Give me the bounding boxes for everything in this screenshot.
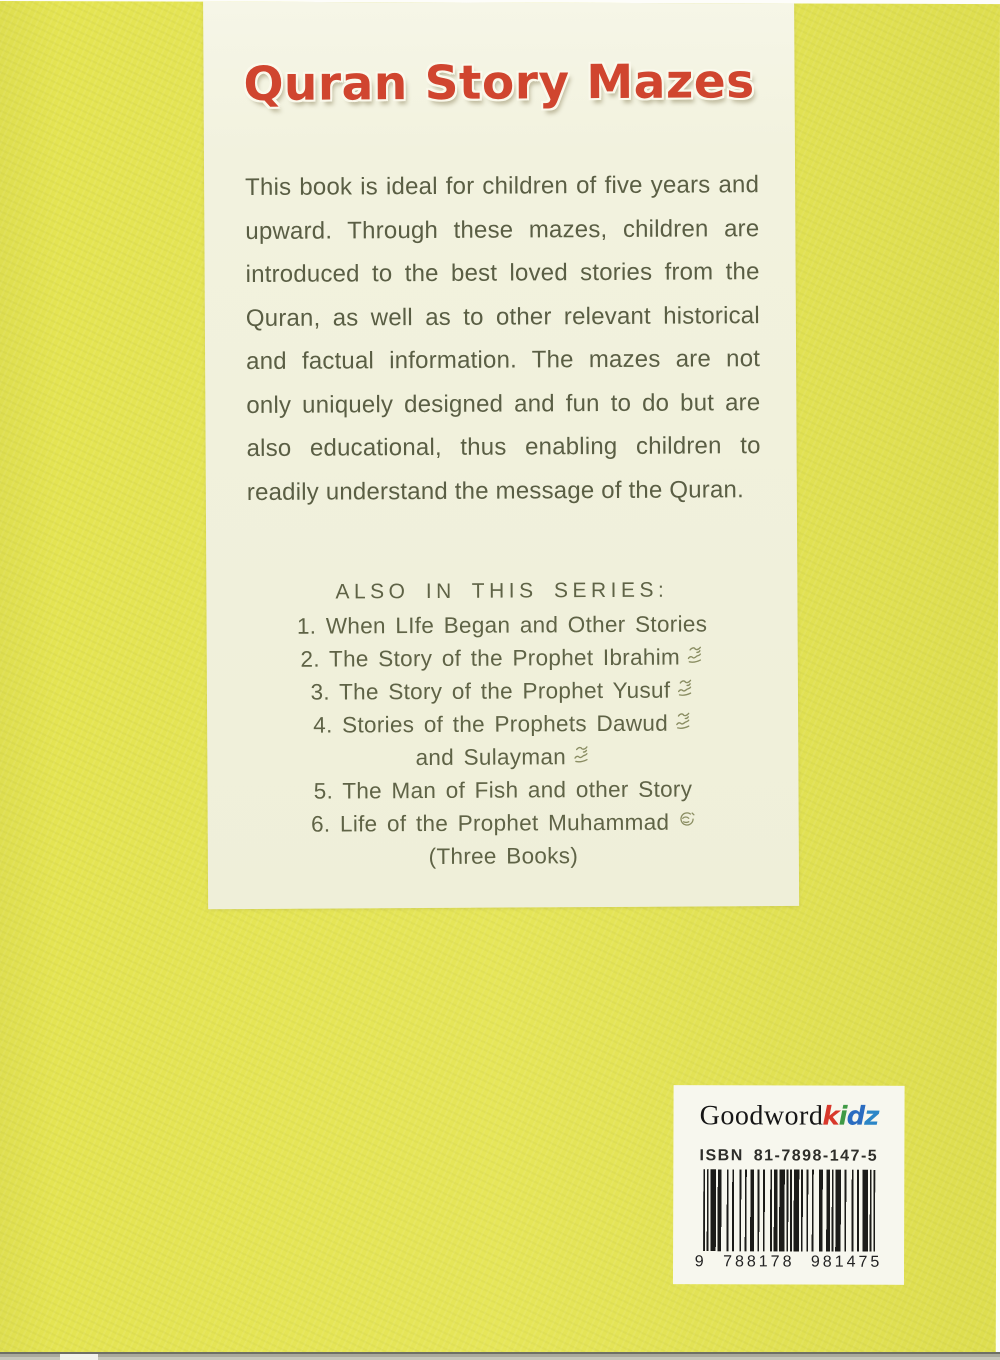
alayhis-salam-icon — [677, 679, 694, 698]
sallallahu-alayhi-wa-sallam-icon — [676, 810, 695, 829]
ean-digits: 9 788178 981475 — [694, 1253, 883, 1271]
alayhis-salam-icon — [687, 645, 704, 664]
description-line: also educational, thus enabling children to — [246, 432, 761, 462]
series-item-text: 5. The Man of Fish and other Story — [313, 776, 693, 804]
goodword-wordmark: Goodword — [699, 1100, 824, 1132]
isbn-number: ISBN 81-7898-147-5 — [699, 1147, 879, 1165]
list-item — [208, 805, 799, 841]
series-item-text: 4. Stories of the Prophets Dawud — [313, 710, 669, 738]
publisher-barcode-box — [673, 1085, 905, 1285]
info-panel — [203, 1, 799, 909]
publisher-logo — [673, 1099, 904, 1138]
list-item — [207, 739, 798, 775]
description — [245, 163, 761, 514]
series-item-text: 6. Life of the Prophet Muhammad — [310, 809, 670, 837]
series-item-text: (Three Books) — [428, 843, 579, 869]
description-line: upward. Through these mazes, children are — [245, 214, 760, 245]
series-item-text: 1. When LIfe Began and Other Stories — [296, 611, 708, 639]
book-title: Quran Story Mazes — [243, 54, 755, 113]
series-heading: ALSO IN THIS SERIES: — [335, 578, 669, 604]
series-item-text: 2. The Story of the Prophet Ibrahim — [300, 644, 681, 672]
kidz-letter: i — [838, 1101, 847, 1132]
list-item — [207, 673, 798, 709]
list-item — [206, 607, 797, 643]
ean13-barcode — [703, 1169, 875, 1252]
description-line: This book is ideal for children of five years and — [245, 171, 760, 202]
alayhis-salam-icon — [675, 712, 692, 731]
description-line: only uniquely designed and fun to do but are — [246, 388, 761, 419]
series-item-text: and Sulayman — [415, 744, 567, 771]
description-line: introduced to the best loved stories from the — [245, 258, 760, 289]
kidz-letter: k — [822, 1101, 839, 1132]
series-list — [206, 573, 799, 874]
list-item — [207, 640, 798, 676]
description-line: Quran, as well as to other relevant historical — [245, 301, 760, 332]
cover-background — [0, 1, 1000, 1358]
list-item — [208, 838, 799, 874]
description-line: readily understand the message of the Quran. — [246, 475, 745, 506]
alayhis-salam-icon — [573, 745, 590, 764]
kidz-letter: d — [846, 1101, 865, 1132]
kidz-letter: z — [864, 1101, 879, 1132]
kidz-wordmark — [822, 1101, 879, 1132]
series-item-text: 3. The Story of the Prophet Yusuf — [310, 677, 671, 705]
book-bottom-edge — [0, 1352, 1000, 1360]
list-item — [207, 772, 798, 808]
list-item — [207, 706, 798, 742]
description-line: and factual information. The mazes are not — [246, 345, 761, 375]
background-gap — [60, 1354, 98, 1360]
